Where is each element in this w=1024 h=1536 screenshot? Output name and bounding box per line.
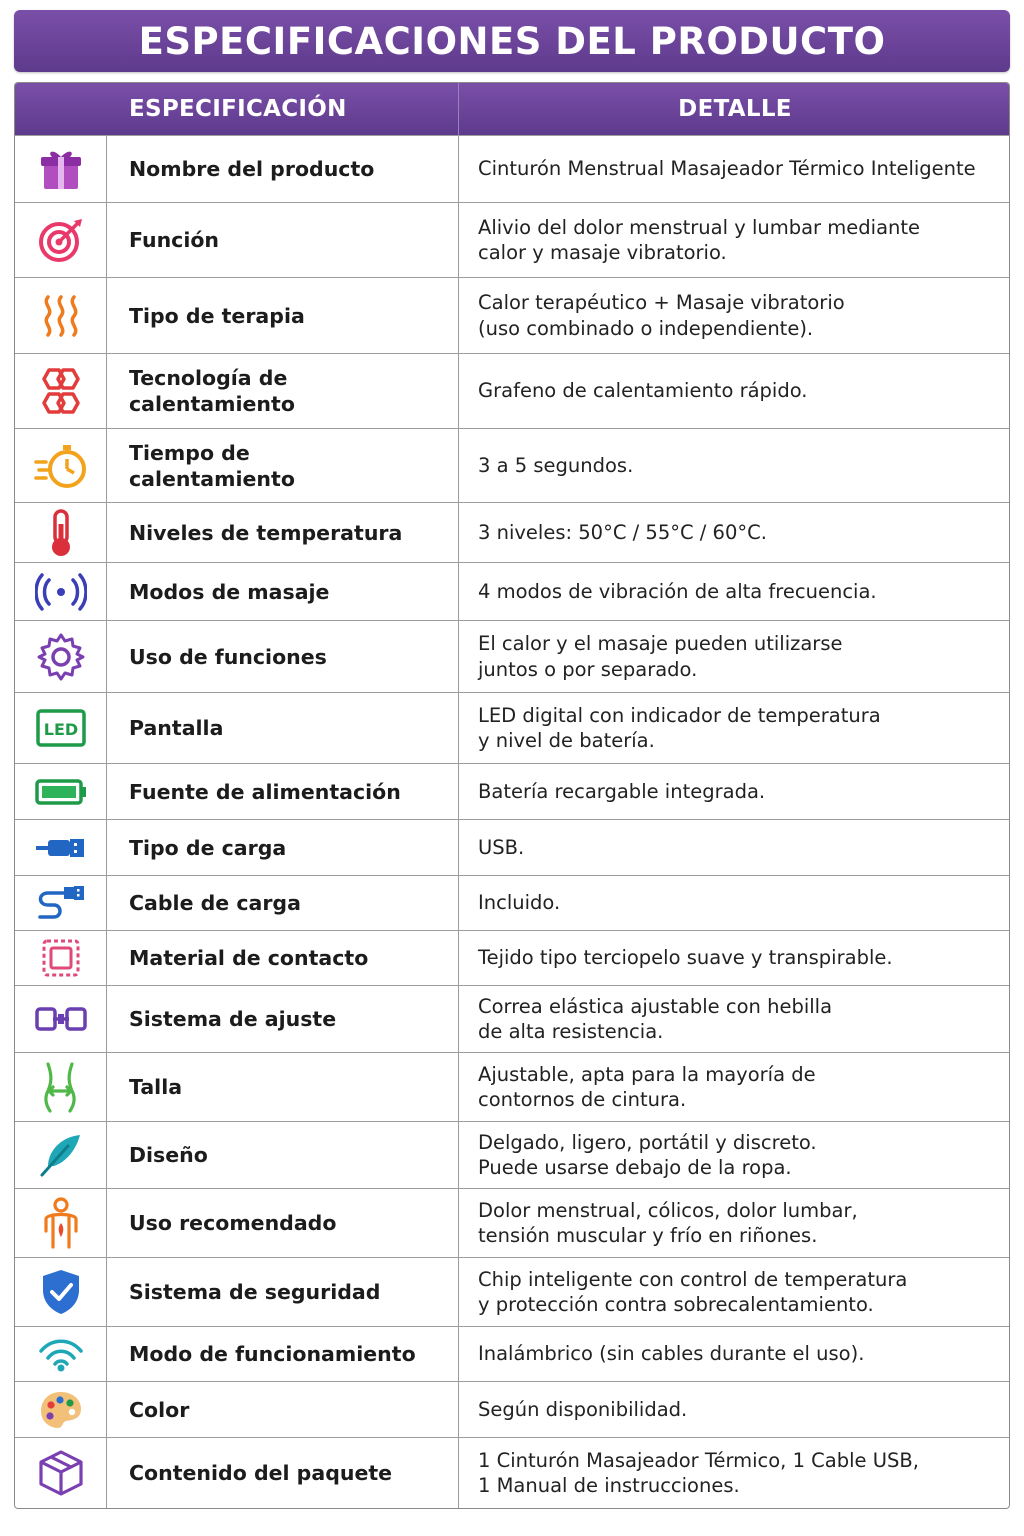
spec-detail-text: Dolor menstrual, cólicos, dolor lumbar, tensión muscular y frío en riñones. — [478, 1198, 858, 1247]
spec-label — [107, 876, 459, 930]
spec-label — [107, 136, 459, 202]
spec-label — [107, 1382, 459, 1437]
heat-waves-icon — [15, 278, 107, 353]
table-row — [15, 353, 1009, 428]
spec-label-text: Uso de funciones — [129, 644, 327, 669]
spec-detail-text: Incluido. — [478, 891, 561, 915]
wireless-icon — [15, 1327, 107, 1381]
spec-label-text: Color — [129, 1397, 190, 1422]
table-row — [15, 985, 1009, 1052]
spec-label — [107, 503, 459, 562]
spec-label — [107, 1327, 459, 1381]
spec-label — [107, 1438, 459, 1508]
spec-detail — [459, 876, 1010, 930]
spec-detail-text: Ajustable, apta para la mayoría de contornos de cintura. — [478, 1062, 816, 1111]
spec-detail — [459, 1258, 1010, 1326]
spec-detail — [459, 764, 1010, 819]
spec-label — [107, 278, 459, 353]
spec-detail — [459, 621, 1010, 692]
spec-detail — [459, 1327, 1010, 1381]
spec-detail-text: Chip inteligente con control de temperatura y protección contra sobrecalentamiento. — [478, 1267, 908, 1316]
spec-table — [14, 82, 1010, 1509]
spec-detail — [459, 354, 1010, 428]
table-row — [15, 1121, 1009, 1188]
table-row — [15, 620, 1009, 692]
waist-icon — [15, 1053, 107, 1121]
package-icon — [15, 1438, 107, 1508]
table-row — [15, 763, 1009, 819]
spec-detail-text: 3 niveles: 50°C / 55°C / 60°C. — [478, 520, 767, 544]
spec-label — [107, 693, 459, 763]
buckle-icon — [15, 986, 107, 1052]
table-row — [15, 277, 1009, 353]
spec-label-text: Sistema de seguridad — [129, 1280, 381, 1304]
spec-detail — [459, 563, 1010, 620]
spec-label-text: Sistema de ajuste — [129, 1007, 337, 1031]
table-row — [15, 1188, 1009, 1257]
spec-detail-text: 4 modos de vibración de alta frecuencia. — [478, 579, 877, 603]
spec-detail — [459, 136, 1010, 202]
spec-detail-text: Calor terapéutico + Masaje vibratorio (uso combinado o independiente). — [478, 291, 845, 340]
spec-label-text: Cable de carga — [129, 891, 301, 915]
spec-detail — [459, 1053, 1010, 1121]
feather-icon — [15, 1122, 107, 1188]
usb-cable-icon — [15, 876, 107, 930]
spec-detail — [459, 986, 1010, 1052]
fabric-icon — [15, 931, 107, 985]
table-row — [15, 502, 1009, 562]
target-icon — [15, 203, 107, 277]
spec-label-text: Tecnología de calentamiento — [129, 366, 295, 416]
spec-detail — [459, 203, 1010, 277]
spec-label — [107, 203, 459, 277]
spec-label-text: Función — [129, 228, 220, 252]
spec-label-text: Uso recomendado — [129, 1211, 337, 1235]
spec-label-text: Modos de masaje — [129, 579, 330, 604]
table-row — [15, 428, 1009, 502]
gear-icon — [15, 621, 107, 692]
table-row — [15, 1437, 1009, 1508]
table-row — [15, 1052, 1009, 1121]
spec-label-text: Fuente de alimentación — [129, 779, 401, 804]
table-body — [15, 135, 1009, 1508]
spec-label — [107, 820, 459, 875]
spec-label-text: Diseño — [129, 1143, 208, 1167]
spec-detail-text: 3 a 5 segundos. — [478, 453, 634, 477]
stopwatch-icon — [15, 429, 107, 502]
graphene-hexagon-icon — [15, 354, 107, 428]
table-row — [15, 692, 1009, 763]
thermometer-icon — [15, 503, 107, 562]
spec-detail — [459, 931, 1010, 985]
spec-detail — [459, 278, 1010, 353]
shield-check-icon — [15, 1258, 107, 1326]
spec-label-text: Nombre del producto — [129, 157, 375, 181]
spec-detail — [459, 1438, 1010, 1508]
table-row — [15, 930, 1009, 985]
led-display-icon — [15, 693, 107, 763]
spec-label — [107, 621, 459, 692]
spec-label — [107, 563, 459, 620]
gift-icon — [15, 136, 107, 202]
spec-detail — [459, 820, 1010, 875]
spec-label — [107, 1258, 459, 1326]
spec-detail-text: LED digital con indicador de temperatura y nivel de batería. — [478, 703, 881, 752]
spec-label-text: Tipo de terapia — [129, 303, 305, 328]
spec-detail — [459, 1122, 1010, 1188]
header-spec: ESPECIFICACIÓN — [15, 83, 459, 135]
palette-icon — [15, 1382, 107, 1437]
spec-detail-text: Grafeno de calentamiento rápido. — [478, 379, 808, 403]
spec-detail-text: Batería recargable integrada. — [478, 779, 766, 803]
page-title — [14, 10, 1010, 72]
spec-label-text: Pantalla — [129, 716, 224, 740]
table-row — [15, 1381, 1009, 1437]
spec-label-text: Tipo de carga — [129, 835, 287, 860]
svg-text:LED: LED — [43, 720, 78, 739]
spec-detail-text: Cinturón Menstrual Masajeador Térmico Inteligente — [478, 157, 976, 181]
table-row — [15, 1326, 1009, 1381]
spec-detail-text: Delgado, ligero, portátil y discreto. Puede usarse debajo de la ropa. — [478, 1130, 817, 1179]
vibration-icon — [15, 563, 107, 620]
spec-label-text: Modo de funcionamiento — [129, 1342, 416, 1366]
table-row — [15, 1257, 1009, 1326]
usb-plug-icon — [15, 820, 107, 875]
spec-detail — [459, 429, 1010, 502]
spec-label — [107, 986, 459, 1052]
table-row — [15, 875, 1009, 930]
body-pain-icon — [15, 1189, 107, 1257]
spec-detail — [459, 1189, 1010, 1257]
spec-label-text: Talla — [129, 1075, 183, 1099]
table-row — [15, 135, 1009, 202]
spec-detail-text: El calor y el masaje pueden utilizarse juntos o por separado. — [478, 632, 843, 681]
spec-detail-text: Según disponibilidad. — [478, 1397, 688, 1421]
spec-label-text: Niveles de temperatura — [129, 520, 403, 545]
header-detail: DETALLE — [678, 96, 792, 122]
spec-detail — [459, 1382, 1010, 1437]
spec-label — [107, 764, 459, 819]
table-row — [15, 202, 1009, 277]
spec-label — [107, 931, 459, 985]
spec-label — [107, 1122, 459, 1188]
spec-label-text: Material de contacto — [129, 946, 369, 970]
table-header — [15, 83, 1009, 135]
spec-detail — [459, 503, 1010, 562]
page-title-text: ESPECIFICACIONES DEL PRODUCTO — [138, 19, 886, 63]
spec-label-text: Contenido del paquete — [129, 1461, 393, 1485]
battery-icon — [15, 764, 107, 819]
spec-detail-text: USB. — [478, 835, 525, 859]
spec-detail-text: Alivio del dolor menstrual y lumbar mediante calor y masaje vibratorio. — [478, 215, 921, 264]
spec-detail-text: Inalámbrico (sin cables durante el uso). — [478, 1342, 865, 1366]
spec-label — [107, 429, 459, 502]
spec-label — [107, 1189, 459, 1257]
spec-detail-text: Tejido tipo terciopelo suave y transpirable. — [478, 946, 893, 970]
table-row — [15, 562, 1009, 620]
spec-detail-text: Correa elástica ajustable con hebilla de alta resistencia. — [478, 994, 833, 1043]
spec-label — [107, 354, 459, 428]
spec-label — [107, 1053, 459, 1121]
spec-label-text: Tiempo de calentamiento — [129, 440, 295, 491]
spec-detail — [459, 693, 1010, 763]
table-row — [15, 819, 1009, 875]
spec-detail-text: 1 Cinturón Masajeador Térmico, 1 Cable USB, 1 Manual de instrucciones. — [478, 1448, 919, 1497]
